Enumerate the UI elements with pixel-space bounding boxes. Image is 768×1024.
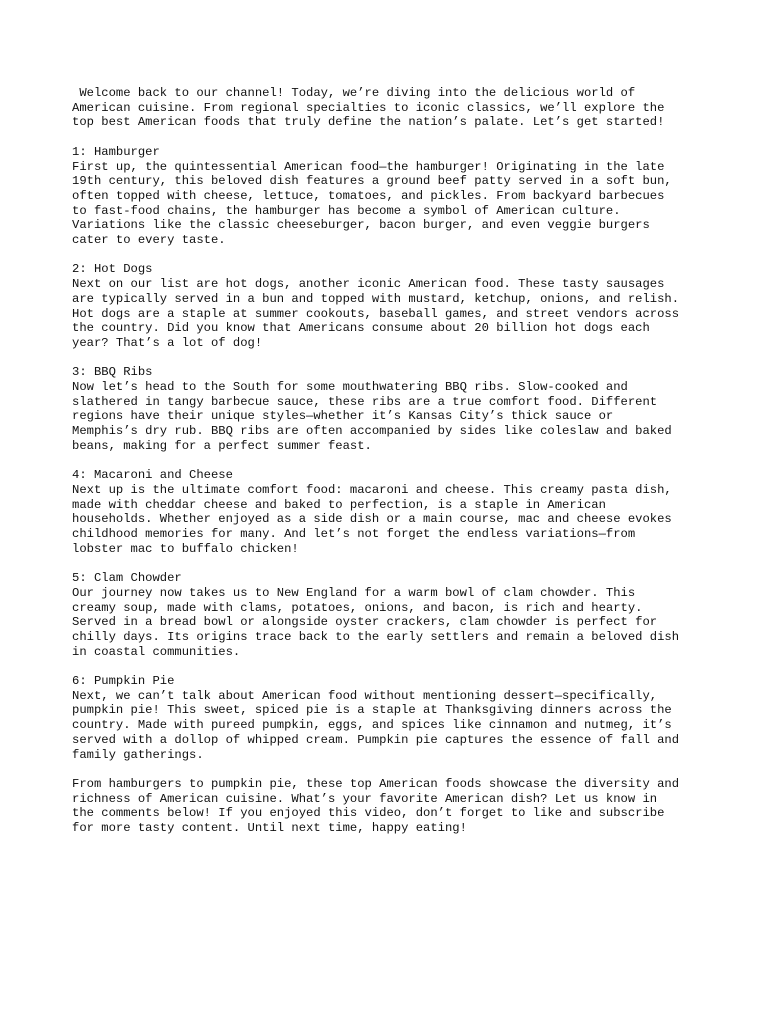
- section-hamburger: [72, 145, 712, 248]
- section-body: First up, the quintessential American food—the hamburger! Originating in the late 19th century, this beloved dish features a ground beef patty served in a soft bun, often topped with cheese, lettuce, tomatoes, and pickles. From backyard barbecues to fast-food chains, the hamburger has become a symbol of American culture. Variations like the classic cheeseburger, bacon burger, and even veggie burgers cater to every taste.: [72, 159, 672, 248]
- section-bbq-ribs: [72, 365, 712, 453]
- section-heading: 4: Macaroni and Cheese: [72, 468, 233, 483]
- section-body: Our journey now takes us to New England for a warm bowl of clam chowder. This creamy soup, made with clams, potatoes, onions, and bacon, is rich and hearty. Served in a bread bowl or alongside oyster crackers, clam chowder is perfect for chilly days. Its origins trace back to the early settlers and remain a beloved dish in coastal communities.: [72, 585, 680, 659]
- section-macaroni-and-cheese: [72, 468, 712, 556]
- section-body: Next, we can’t talk about American food without mentioning dessert—specifically, pumpkin pie! This sweet, spiced pie is a staple at Thanksgiving dinners across the country. Made with pureed pumpkin, eggs, and spices like cinnamon and nutmeg, it’s served with a dollop of whipped cream. Pumpkin pie captures the essence of fall and family gatherings.: [72, 688, 680, 762]
- intro-paragraph: Welcome back to our channel! Today, we’re diving into the delicious world of American cuisine. From regional specialties to iconic classics, we’ll explore the top best American foods that truly define the nation’s palate. Let’s get started!: [72, 86, 665, 130]
- section-body: Next up is the ultimate comfort food: macaroni and cheese. This creamy pasta dish, made with cheddar cheese and baked to perfection, is a staple in American households. Whether enjoyed as a side dish or a main course, mac and cheese evokes childhood memories for many. And let’s not forget the endless variations—from lobster mac to buffalo chicken!: [72, 482, 672, 556]
- section-body: Now let’s head to the South for some mouthwatering BBQ ribs. Slow-cooked and slathered in tangy barbecue sauce, these ribs are a true comfort food. Different regions have their unique styles—whether it’s Kansas City’s thick sauce or Memphis’s dry rub. BBQ ribs are often accompanied by sides like coleslaw and baked beans, making for a perfect summer feast.: [72, 380, 672, 453]
- section-heading: 1: Hamburger: [72, 144, 160, 159]
- section-body: Next on our list are hot dogs, another iconic American food. These tasty sausages are typically served in a bun and topped with mustard, ketchup, onions, and relish. Hot dogs are a staple at summer cookouts, baseball games, and street vendors across the country. Did you know that Americans consume about 20 billion hot dogs each year? That’s a lot of dog!: [72, 277, 680, 350]
- section-heading: 6: Pumpkin Pie: [72, 674, 175, 689]
- section-heading: 3: BBQ Ribs: [72, 365, 153, 380]
- outro-paragraph: From hamburgers to pumpkin pie, these top American foods showcase the diversity and richness of American cuisine. What’s your favorite American dish? Let us know in the comments below! If you enjoyed this video, don’t forget to like and subscribe for more tasty content. Until next time, happy eating!: [72, 776, 680, 836]
- section-pumpkin-pie: [72, 674, 712, 762]
- section-heading: 2: Hot Dogs: [72, 262, 153, 277]
- section-heading: 5: Clam Chowder: [72, 571, 182, 586]
- document-page: [72, 86, 712, 850]
- section-hot-dogs: [72, 262, 712, 350]
- section-clam-chowder: [72, 571, 712, 659]
